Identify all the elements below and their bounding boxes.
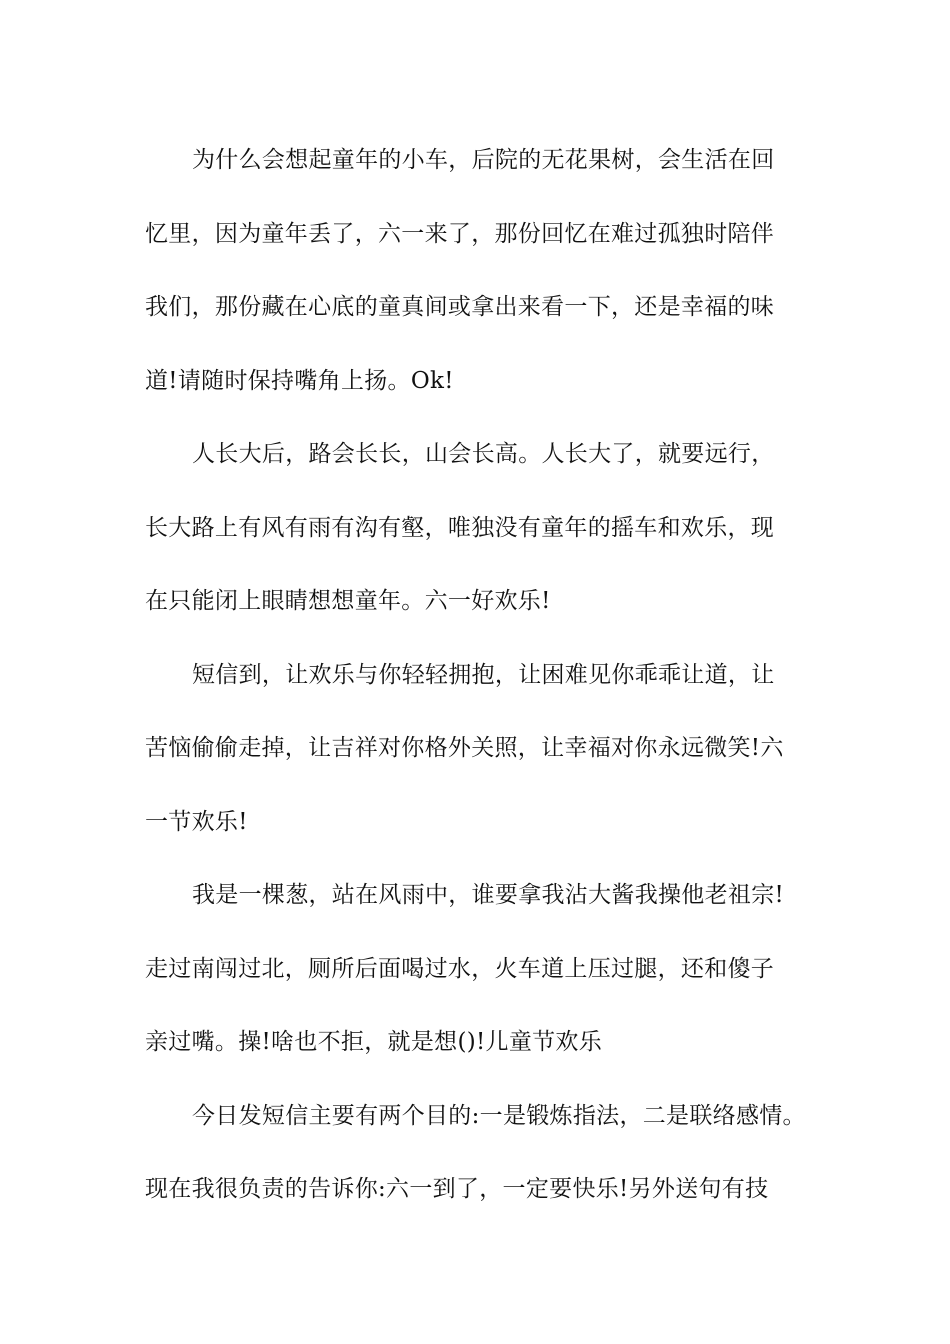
text-line: 我们，那份藏在心底的童真间或拿出来看一下，还是幸福的味 — [145, 294, 775, 320]
text-line: 一节欢乐! — [145, 808, 248, 835]
text-line: 我是一棵葱，站在风雨中，谁要拿我沾大酱我操他老祖宗! — [192, 882, 785, 908]
paragraph-1 — [145, 124, 825, 418]
text-line: 今日发短信主要有两个目的:一是锻炼指法，二是联络感情。 — [192, 1102, 806, 1129]
paragraph-2 — [145, 418, 825, 639]
text-line: 在只能闭上眼睛想想童年。六一好欢乐! — [145, 588, 551, 614]
text-line: 道!请随时保持嘴角上扬。Ok! — [145, 367, 454, 394]
body-text — [145, 124, 825, 1227]
text-line: 短信到，让欢乐与你轻轻拥抱，让困难见你乖乖让道，让 — [192, 661, 775, 688]
text-line: 苦恼偷偷走掉，让吉祥对你格外关照，让幸福对你永远微笑!六 — [145, 735, 784, 761]
text-line: 忆里，因为童年丢了，六一来了，那份回忆在难过孤独时陪伴 — [145, 220, 775, 247]
text-line: 人长大后，路会长长，山会长高。人长大了，就要远行， — [192, 441, 775, 467]
text-line: 亲过嘴。操!啥也不拒，就是想()!儿童节欢乐 — [145, 1029, 603, 1055]
text-line: 现在我很负责的告诉你:六一到了，一定要快乐!另外送句有技 — [145, 1176, 769, 1202]
text-line: 长大路上有风有雨有沟有壑，唯独没有童年的摇车和欢乐，现 — [145, 514, 775, 541]
paragraph-3 — [145, 639, 825, 860]
text-line: 走过南闯过北，厕所后面喝过水，火车道上压过腿，还和傻子 — [145, 955, 775, 982]
paragraph-4 — [145, 859, 825, 1080]
text-line: 为什么会想起童年的小车，后院的无花果树，会生活在回 — [192, 147, 775, 173]
paragraph-5 — [145, 1080, 825, 1227]
